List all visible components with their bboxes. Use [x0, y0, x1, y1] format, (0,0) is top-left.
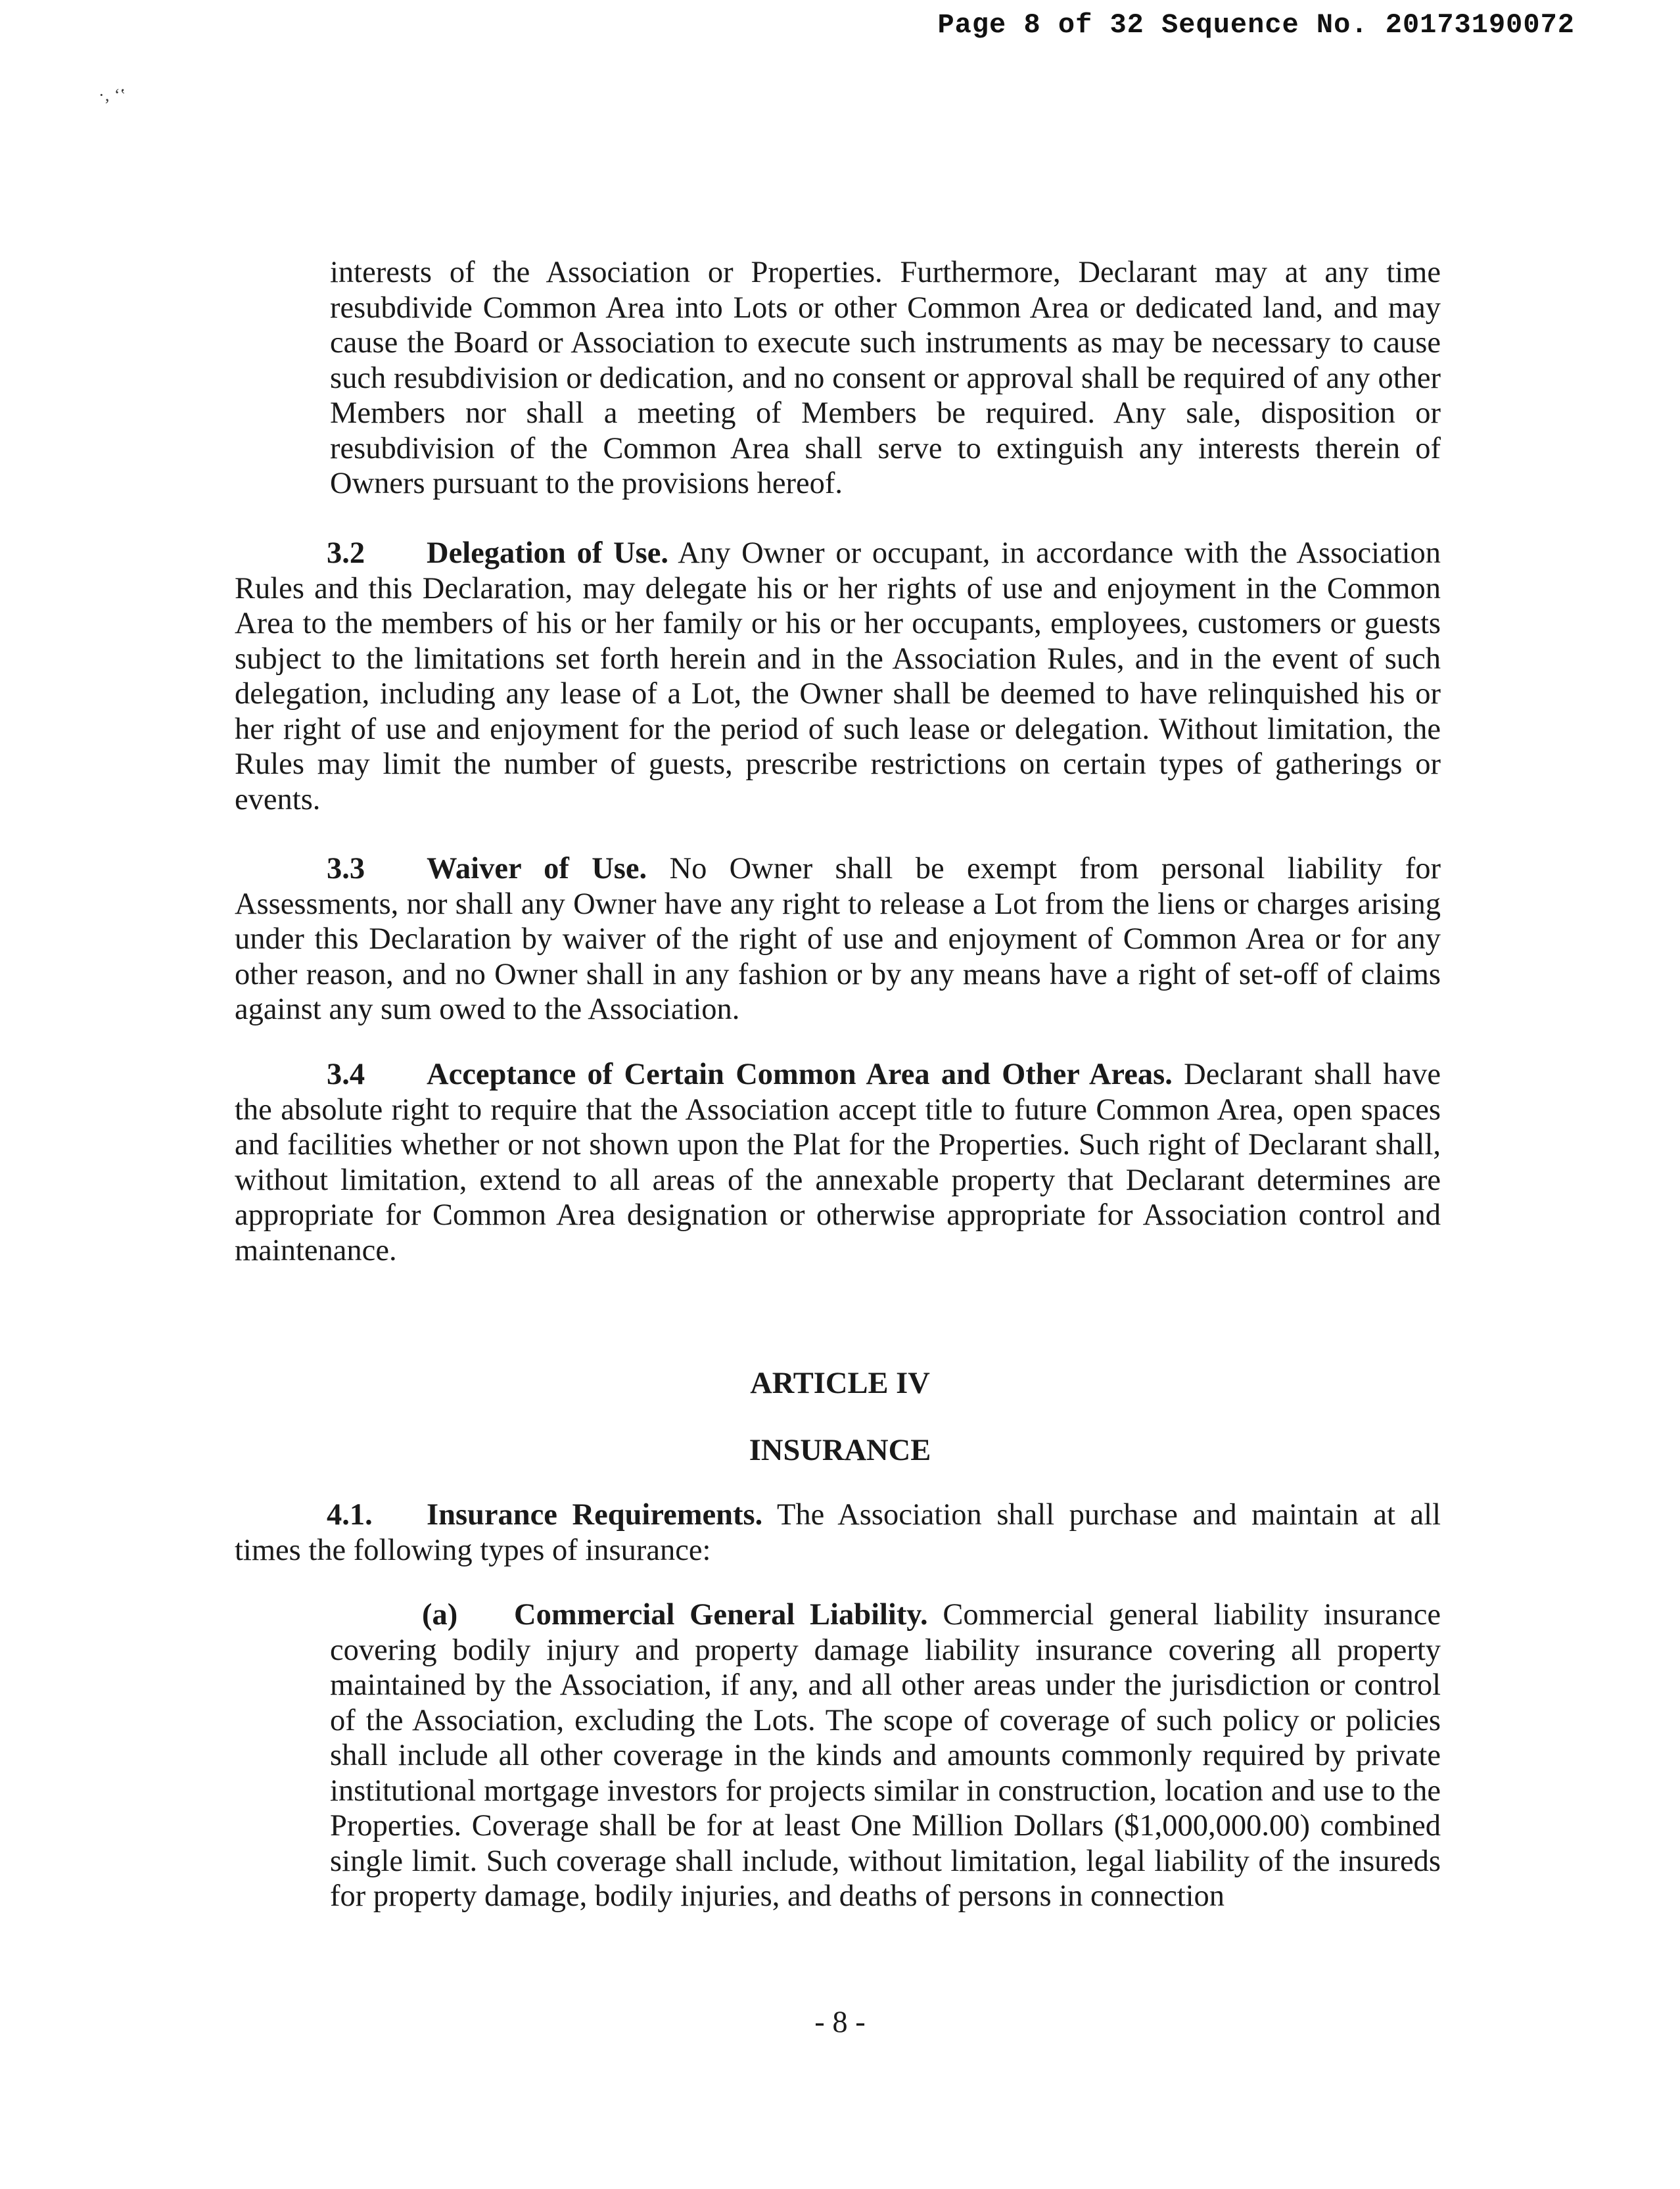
section-heading: Delegation of Use. — [427, 536, 669, 570]
page-sequence-header: Page 8 of 32 Sequence No. 20173190072 — [937, 9, 1575, 41]
section-text: The Association shall purchase and maintain at all times the following types of insurance: — [235, 1498, 1441, 1567]
section-text: Any Owner or occupant, in accordance with the Association Rules and this Declaration, may delegate his or her rights of use and enjoyment in the Common Area to the members of his or her family or his or her occupants, employees, customers or guests subject to the limitations set forth herein and in the Association Rules, and in the event of such delegation, including any lease of a Lot, the Owner shall be deemed to have relinquished his or her right of use and enjoyment for the period of such lease or delegation. Without limitation, the Rules may limit the number of guests, prescribe restrictions on certain types of gatherings or events. — [235, 536, 1441, 816]
section-text: No Owner shall be exempt from personal liability for Assessments, nor shall any Owner have any right to release a Lot from the liens or charges arising under this Declaration by waiver of the right of use and enjoyment of Common Area or for any other reason, and no Owner shall in any fashion or by any means have a right of set-off of claims against any sum owed to the Association. — [235, 852, 1441, 1026]
article-label: ARTICLE IV — [750, 1367, 930, 1400]
subsection-heading: Commercial General Liability. — [514, 1598, 928, 1632]
article-title: INSURANCE — [749, 1434, 931, 1467]
section-3-2 — [235, 536, 1441, 817]
section-4-1 — [235, 1497, 1441, 1568]
section-heading: Acceptance of Certain Common Area and Other Areas. — [427, 1058, 1173, 1091]
subsection-text: Commercial general liability insurance covering bodily injury and property damage liability insurance covering all property maintained by the Association, if any, and all other areas under the jurisdiction or control of the Association, excluding the Lots. The scope of coverage of such policy or policies shall include all other coverage in the kinds and amounts commonly required by private institutional mortgage investors for projects similar in construction, location and use to the Properties. Coverage shall be for at least One Million Dollars ($1,000,000.00) combined single limit. Such coverage shall include, without limitation, legal liability of the insureds for property damage, bodily injuries, and deaths of persons in connection — [330, 1598, 1441, 1913]
intro-paragraph: interests of the Association or Properties. Furthermore, Declarant may at any time resubdivide Common Area into Lots or other Common Area or dedicated land, and may cause the Board or Association to execute such instruments as may be necessary to cause such resubdivision or dedication, and no consent or approval shall be required of any other Members nor shall a meeting of Members be required. Any sale, disposition or resubdivision of the Common Area shall serve to extinguish any interests therein of Owners pursuant to the provisions hereof. — [330, 256, 1441, 500]
subsection-number: (a) — [422, 1598, 458, 1632]
section-heading: Waiver of Use. — [427, 852, 647, 885]
section-3-3 — [235, 851, 1441, 1027]
section-text: Declarant shall have the absolute right to require that the Association accept title to future Common Area, open spaces and facilities whether or not shown upon the Plat for the Properties. Such right of Declarant shall, without limitation, extend to all areas of the annexable property that Declarant determines are appropriate for Common Area designation or otherwise appropriate for Association control and maintenance. — [235, 1058, 1441, 1267]
scan-specks: ·‚ ‘‛ — [99, 85, 126, 105]
section-number: 3.4 — [327, 1058, 365, 1091]
section-number: 3.3 — [327, 852, 365, 885]
section-4-1-a — [330, 1597, 1441, 1914]
page-number-footer: - 8 - — [814, 2006, 866, 2039]
section-number: 4.1. — [327, 1498, 373, 1532]
section-number: 3.2 — [327, 536, 365, 570]
section-heading: Insurance Requirements. — [427, 1498, 763, 1532]
section-3-4 — [235, 1057, 1441, 1268]
